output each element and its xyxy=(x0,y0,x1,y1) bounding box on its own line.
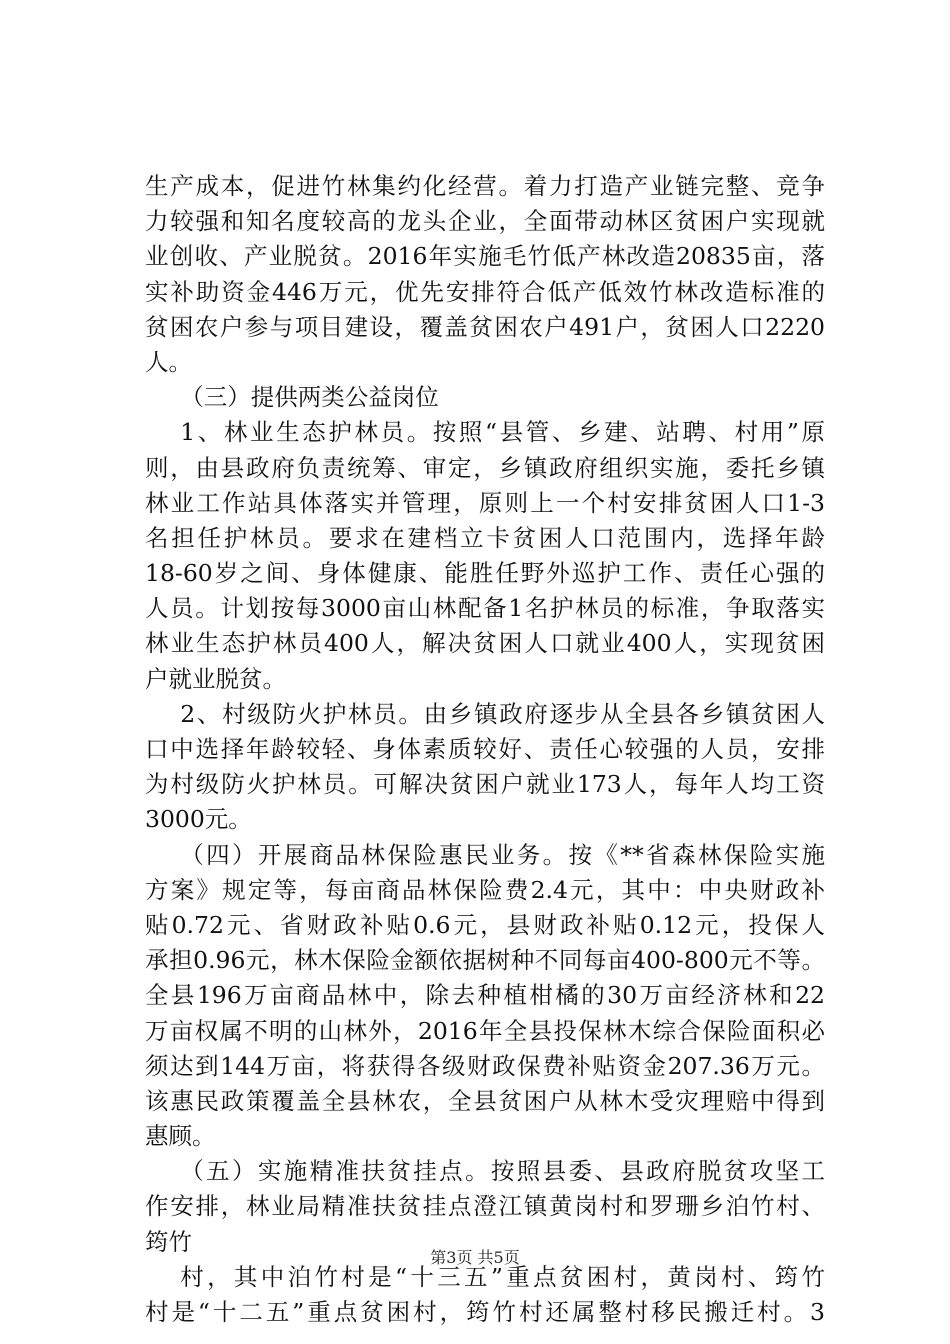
text-line: 户就业脱贫。 xyxy=(145,664,286,693)
body-text xyxy=(145,169,825,1330)
text-line: 须达到144万亩，将获得各级财政保费补贴资金207.36万元。 xyxy=(145,1051,825,1080)
text-line: 人。 xyxy=(145,347,192,376)
text-line: 林业生态护林员400人，解决贫困人口就业400人，实现贫困 xyxy=(145,629,825,658)
text-line: 18-60岁之间、身体健康、能胜任野外巡护工作、责任心强的 xyxy=(145,559,825,588)
text-line: 为村级防火护林员。可解决贫困户就业173人，每年人均工资 xyxy=(145,770,825,799)
text-line: 全县196万亩商品林中，除去种植柑橘的30万亩经济林和22 xyxy=(145,981,825,1010)
text-line: 该惠民政策覆盖全县林农，全县贫困户从林木受灾理赔中得到 xyxy=(145,1086,825,1115)
text-line: 筠竹 xyxy=(145,1227,192,1256)
text-line: 1、林业生态护林员。按照“县管、乡建、站聘、村用”原 xyxy=(180,418,825,447)
text-line: 村是“十二五”重点贫困村，筠竹村还属整村移民搬迁村。3 xyxy=(145,1298,825,1326)
text-line: 村，其中泊竹村是“十三五”重点贫困村，黄岗村、筠竹 xyxy=(180,1262,825,1291)
text-line: 万亩权属不明的山林外，2016年全县投保林木综合保险面积必 xyxy=(145,1016,825,1045)
text-line: 作安排，林业局精准扶贫挂点澄江镇黄岗村和罗珊乡泊竹村、 xyxy=(145,1192,825,1221)
text-line: 口中选择年龄较轻、身体素质较好、责任心较强的人员，安排 xyxy=(145,735,825,763)
text-line: 林业工作站具体落实并管理，原则上一个村安排贫困人口1-3 xyxy=(145,488,825,517)
text-line: （三）提供两类公益岗位 xyxy=(180,383,439,412)
text-line: 2、村级防火护林员。由乡镇政府逐步从全县各乡镇贫困人 xyxy=(180,699,825,728)
text-line: 实补助资金446万元，优先安排符合低产低效竹林改造标准的 xyxy=(145,277,825,306)
text-line: 惠顾。 xyxy=(145,1122,216,1151)
text-line: 名担任护林员。要求在建档立卡贫困人口范围内，选择年龄 xyxy=(145,523,825,552)
text-line: 业创收、产业脱贫。2016年实施毛竹低产林改造20835亩，落 xyxy=(145,242,825,271)
text-line: 承担0.96元，林木保险金额依据树种不同每亩400-800元不等。 xyxy=(145,946,825,975)
text-line: 3000元。 xyxy=(145,805,252,834)
page-footer: 第3页 共5页 xyxy=(430,1248,520,1267)
text-line: （五）实施精准扶贫挂点。按照县委、县政府脱贫攻坚工 xyxy=(180,1157,825,1186)
text-line: （四）开展商品林保险惠民业务。按《**省森林保险实施 xyxy=(180,840,825,869)
text-line: 力较强和知名度较高的龙头企业，全面带动林区贫困户实现就 xyxy=(145,207,825,236)
text-line: 生产成本，促进竹林集约化经营。着力打造产业链完整、竞争 xyxy=(145,172,825,200)
text-line: 人员。计划按每3000亩山林配备1名护林员的标准，争取落实 xyxy=(145,594,825,623)
text-line: 贫困农户参与项目建设，覆盖贫困农户491户，贫困人口2220 xyxy=(145,312,825,341)
text-line: 方案》规定等，每亩商品林保险费2.4元，其中：中央财政补 xyxy=(145,875,825,904)
text-line: 则，由县政府负责统筹、审定，乡镇政府组织实施，委托乡镇 xyxy=(145,453,825,482)
text-line: 贴0.72元、省财政补贴0.6元，县财政补贴0.12元，投保人 xyxy=(145,910,825,939)
